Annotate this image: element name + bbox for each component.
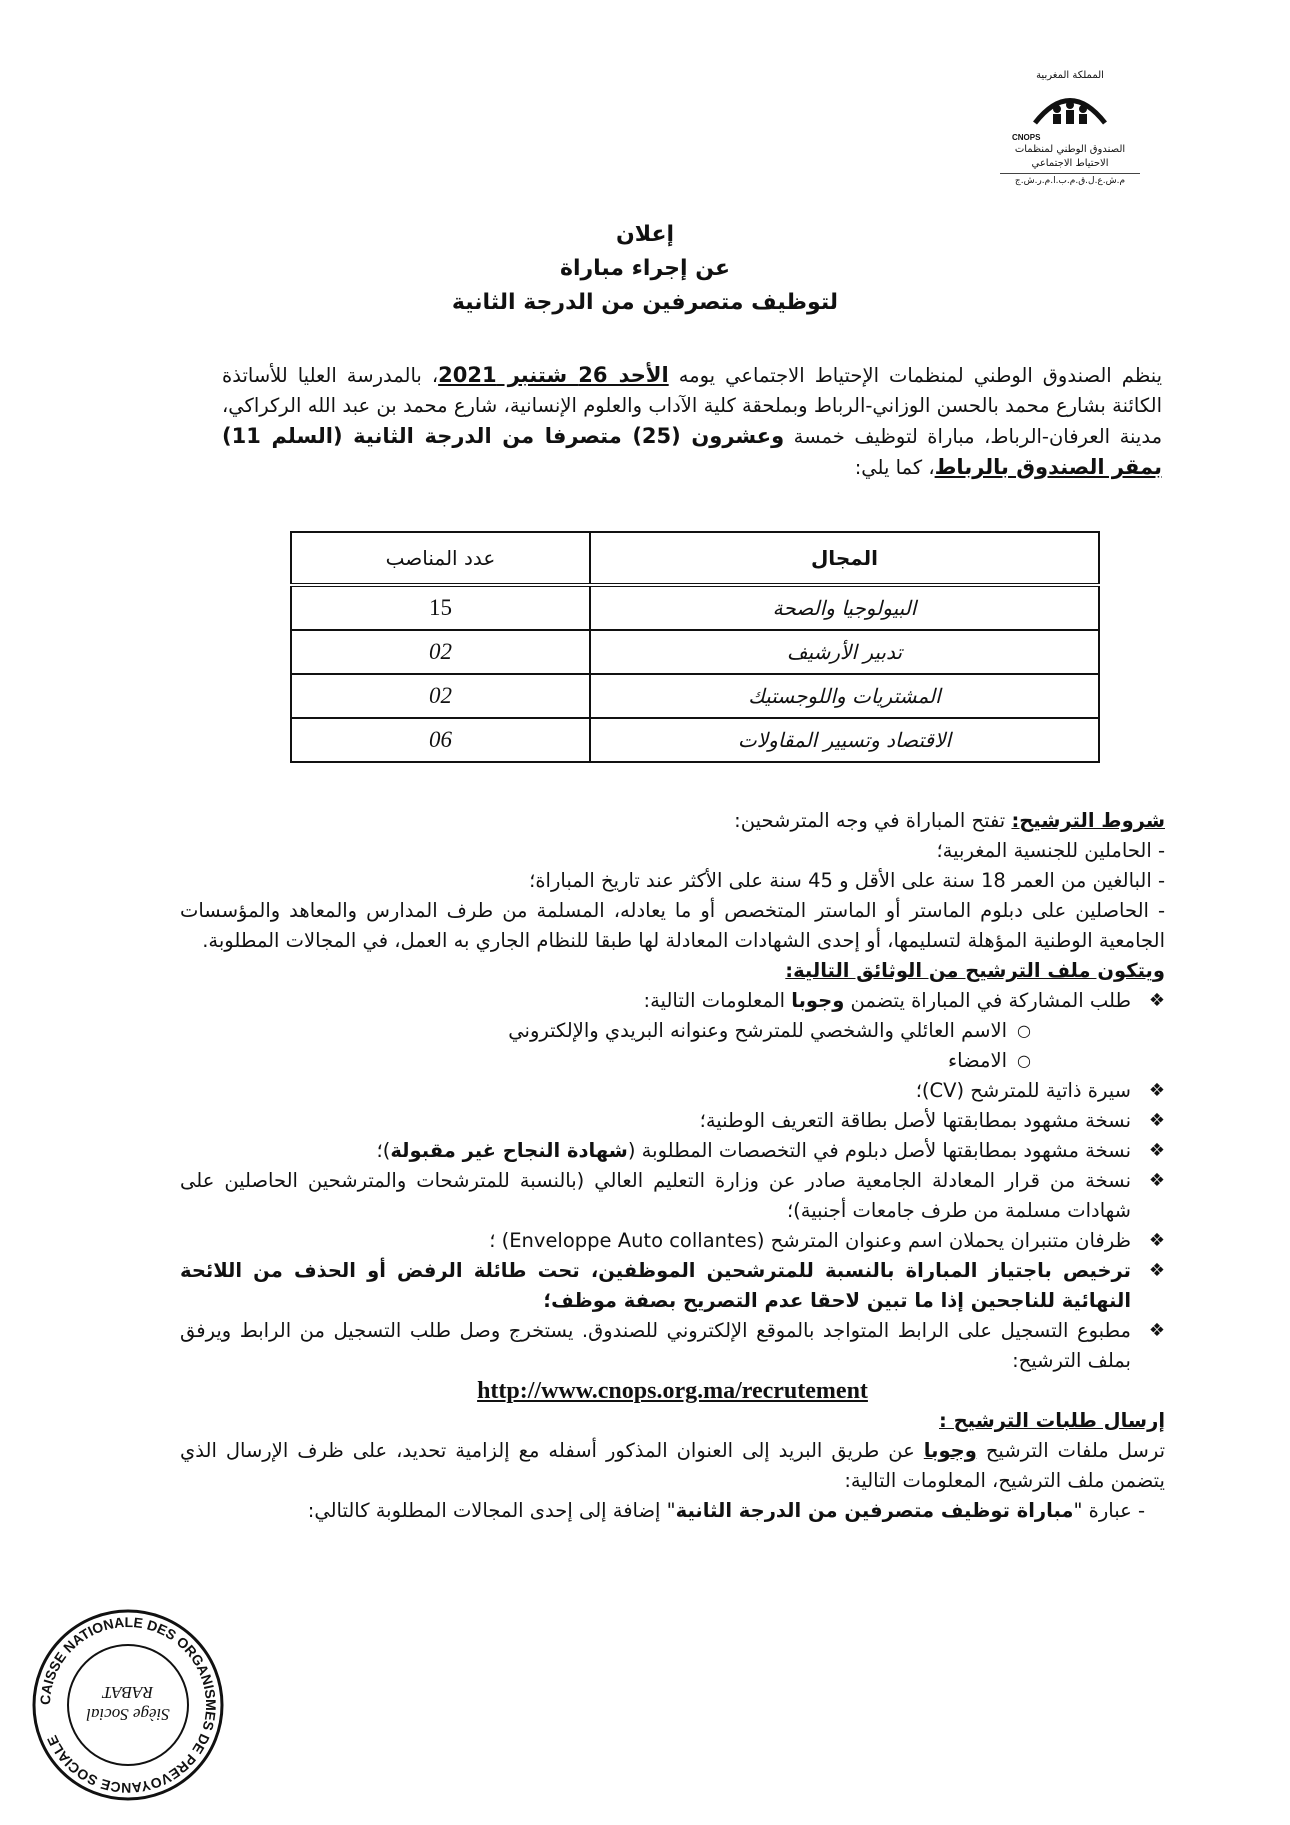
table-row — [291, 718, 1099, 762]
posts-count: وعشرون (25) متصرفا من الدرجة الثانية (السلم 11) — [222, 424, 785, 448]
condition-item: - الحاصلين على دبلوم الماستر أو الماستر المتخصص أو ما يعادله، المسلمة من طرف المدارس والمعاهد والمؤسسات الجامعية الوطنية المؤهلة لتسليمها، أو إحدى الشهادات المعادلة لها طبقا للنظام الجاري به العمل، في المجالات المطلوبة. — [180, 899, 1165, 952]
cnops-emblem-icon — [1025, 83, 1115, 133]
doc-item-1a: طلب المشاركة في المباراة يتضمن — [844, 989, 1131, 1012]
diamond-bullet-icon: ❖ — [1148, 1320, 1165, 1341]
title-line2: عن إجراء مباراة — [559, 256, 731, 281]
doc-item-4a: نسخة مشهود بمطابقتها لأصل دبلوم في التخصصات المطلوبة ( — [627, 1139, 1131, 1162]
row-field: الاقتصاد وتسيير المقاولات — [590, 718, 1099, 762]
row-count: 06 — [291, 718, 590, 762]
org-code: م.ش.ع.ل.ق.م.ب.ا.م.ر.ش.ج — [1000, 173, 1140, 186]
condition-item: - البالغين من العمر 18 سنة على الأقل و 45 سنة على الأكثر عند تاريخ المباراة؛ — [529, 869, 1165, 892]
list-item — [180, 1046, 1031, 1076]
list-item — [180, 1256, 1165, 1316]
org-name-line1: الصندوق الوطني لمنظمات — [1014, 144, 1126, 155]
doc-item: ترخيص باجتياز المباراة بالنسبة للمترشحين الموظفين، تحت طائلة الرفض أو الحذف من اللائحة النهائية للناجحين إذا ما تبين لاحقا عدم التصريح بصفة موظف؛ — [180, 1259, 1131, 1312]
table-row — [291, 674, 1099, 718]
row-field: تدبير الأرشيف — [590, 630, 1099, 674]
doc-item: نسخة من قرار المعادلة الجامعية صادر عن وزارة التعليم العالي (بالنسبة للمترشحات والمترشحين الحاصلين على شهادات مسلمة من طرف جامعات أجنبية)؛ — [180, 1169, 1131, 1222]
table-row — [291, 630, 1099, 674]
documents-title: ويتكون ملف الترشيح من الوثائق التالية: — [785, 959, 1165, 982]
conditions-intro-text: تفتح المباراة في وجه المترشحين: — [734, 809, 1012, 832]
doc-item-1c: المعلومات التالية: — [643, 989, 792, 1012]
exam-place: بمقر الصندوق بالرباط — [934, 455, 1162, 479]
list-item — [180, 1136, 1165, 1166]
row-field: المشتريات واللوجستيك — [590, 674, 1099, 718]
column-header-field: المجال — [590, 532, 1099, 585]
doc-item: مطبوع التسجيل على الرابط المتواجد بالموقع الإلكتروني للصندوق. يستخرج وصل طلب التسجيل من الرابط ويرفق بملف الترشيح: — [180, 1319, 1131, 1372]
stamp-center-text: RABAT — [102, 1683, 154, 1702]
list-item — [180, 1226, 1165, 1256]
table-row — [291, 585, 1099, 630]
table-header-row — [291, 532, 1099, 585]
doc-item: نسخة مشهود بمطابقتها لأصل بطاقة التعريف الوطنية؛ — [699, 1109, 1131, 1132]
title-line3: لتوظيف متصرفين من الدرجة الثانية — [451, 290, 839, 315]
diamond-bullet-icon: ❖ — [1148, 1110, 1165, 1131]
official-stamp — [28, 1605, 228, 1805]
condition-item: - الحاملين للجنسية المغربية؛ — [936, 839, 1165, 862]
stamp-center-text: Siège Social — [86, 1705, 170, 1724]
exam-date: الأحد 26 شتنبر 2021 — [438, 363, 669, 387]
doc-item: سيرة ذاتية للمترشح (CV)؛ — [915, 1079, 1131, 1102]
doc-item-4b: شهادة النجاح غير مقبولة — [390, 1139, 628, 1162]
conditions-title: شروط الترشيح: — [1011, 809, 1165, 832]
documents-list — [180, 986, 1165, 1376]
diamond-bullet-icon: ❖ — [1148, 1230, 1165, 1251]
sending-bullet — [180, 1496, 1165, 1526]
row-count: 02 — [291, 630, 590, 674]
list-item — [180, 986, 1165, 1076]
list-item — [180, 1016, 1031, 1046]
conditions-intro — [180, 806, 1165, 836]
diamond-bullet-icon: ❖ — [1148, 1260, 1165, 1281]
sending-text-c: عن طريق البريد إلى العنوان المذكور أسفله مع إلزامية تحديد، على ظرف الإرسال الذي يتضمن ملف الترشيح، المعلومات التالية: — [180, 1439, 1165, 1492]
row-count: 02 — [291, 674, 590, 718]
list-item — [180, 1316, 1165, 1376]
registration-link-container — [180, 1376, 1165, 1406]
column-header-count: عدد المناصب — [291, 532, 590, 585]
list-item — [180, 1106, 1165, 1136]
sub-item: الاسم العائلي والشخصي للمترشح وعنوانه البريدي والإلكتروني — [508, 1019, 1007, 1042]
diamond-bullet-icon: ❖ — [1148, 1140, 1165, 1161]
doc-item-4c: )؛ — [376, 1139, 391, 1162]
intro-text-2: ، بالمدرسة العليا للأساتذة الكائنة بشارع محمد بالحسن الوزاني-الرباط وبملحقة كلية الآداب والعلوم الإنسانية، شارع محمد بن عبد الله الركراكي، مدينة العرفان-الرباط، مباراة لتوظيف خمسة — [222, 364, 1163, 448]
sending-bullet-c: " إضافة إلى إحدى المجالات المطلوبة كالتالي: — [307, 1499, 676, 1522]
intro-text-1: ينظم الصندوق الوطني لمنظمات الإحتياط الاجتماعي يومه — [668, 364, 1163, 387]
sub-list — [180, 1016, 1131, 1076]
registration-link[interactable]: http://www.cnops.org.ma/recrutement — [477, 1378, 868, 1404]
diamond-bullet-icon: ❖ — [1148, 1170, 1165, 1191]
sending-text-a: ترسل ملفات الترشيح — [976, 1439, 1166, 1462]
row-field: البيولوجيا والصحة — [590, 585, 1099, 630]
stamp-ring-text: CAISSE NATIONALE DES ORGANISMES DE PREVOYANCE SOCIALE — [36, 1613, 220, 1797]
circle-bullet-icon: ○ — [1017, 1051, 1031, 1070]
sending-bullet-a: - عبارة " — [1073, 1499, 1145, 1522]
sub-item: الامضاء — [947, 1049, 1007, 1072]
document-body — [180, 806, 1165, 1526]
sending-text-b: وجوبا — [923, 1439, 977, 1462]
list-item — [180, 1076, 1165, 1106]
posts-table — [290, 531, 1100, 763]
circle-bullet-icon: ○ — [1017, 1021, 1031, 1040]
doc-item-1b: وجوبا — [791, 989, 845, 1012]
announcement-title — [0, 218, 1290, 320]
row-count: 15 — [291, 585, 590, 630]
cnops-logo — [1000, 70, 1140, 186]
sending-paragraph — [180, 1436, 1165, 1496]
title-line1: إعلان — [615, 222, 675, 247]
sending-bullet-b: مباراة توظيف متصرفين من الدرجة الثانية — [675, 1499, 1074, 1522]
sending-title: إرسال طلبات الترشيح : — [939, 1409, 1165, 1432]
logo-abbreviation: CNOPS — [1012, 133, 1041, 142]
intro-paragraph — [222, 360, 1162, 483]
doc-item: ظرفان متنبران يحملان اسم وعنوان المترشح (Enveloppe Auto collantes) ؛ — [489, 1229, 1131, 1252]
list-item — [180, 1166, 1165, 1226]
diamond-bullet-icon: ❖ — [1148, 1080, 1165, 1101]
org-name-line2: الاحتياط الاجتماعي — [1031, 158, 1109, 169]
kingdom-label: المملكة المغربية — [1036, 70, 1104, 81]
diamond-bullet-icon: ❖ — [1148, 990, 1165, 1011]
intro-text-3: ، كما يلي: — [854, 456, 935, 479]
